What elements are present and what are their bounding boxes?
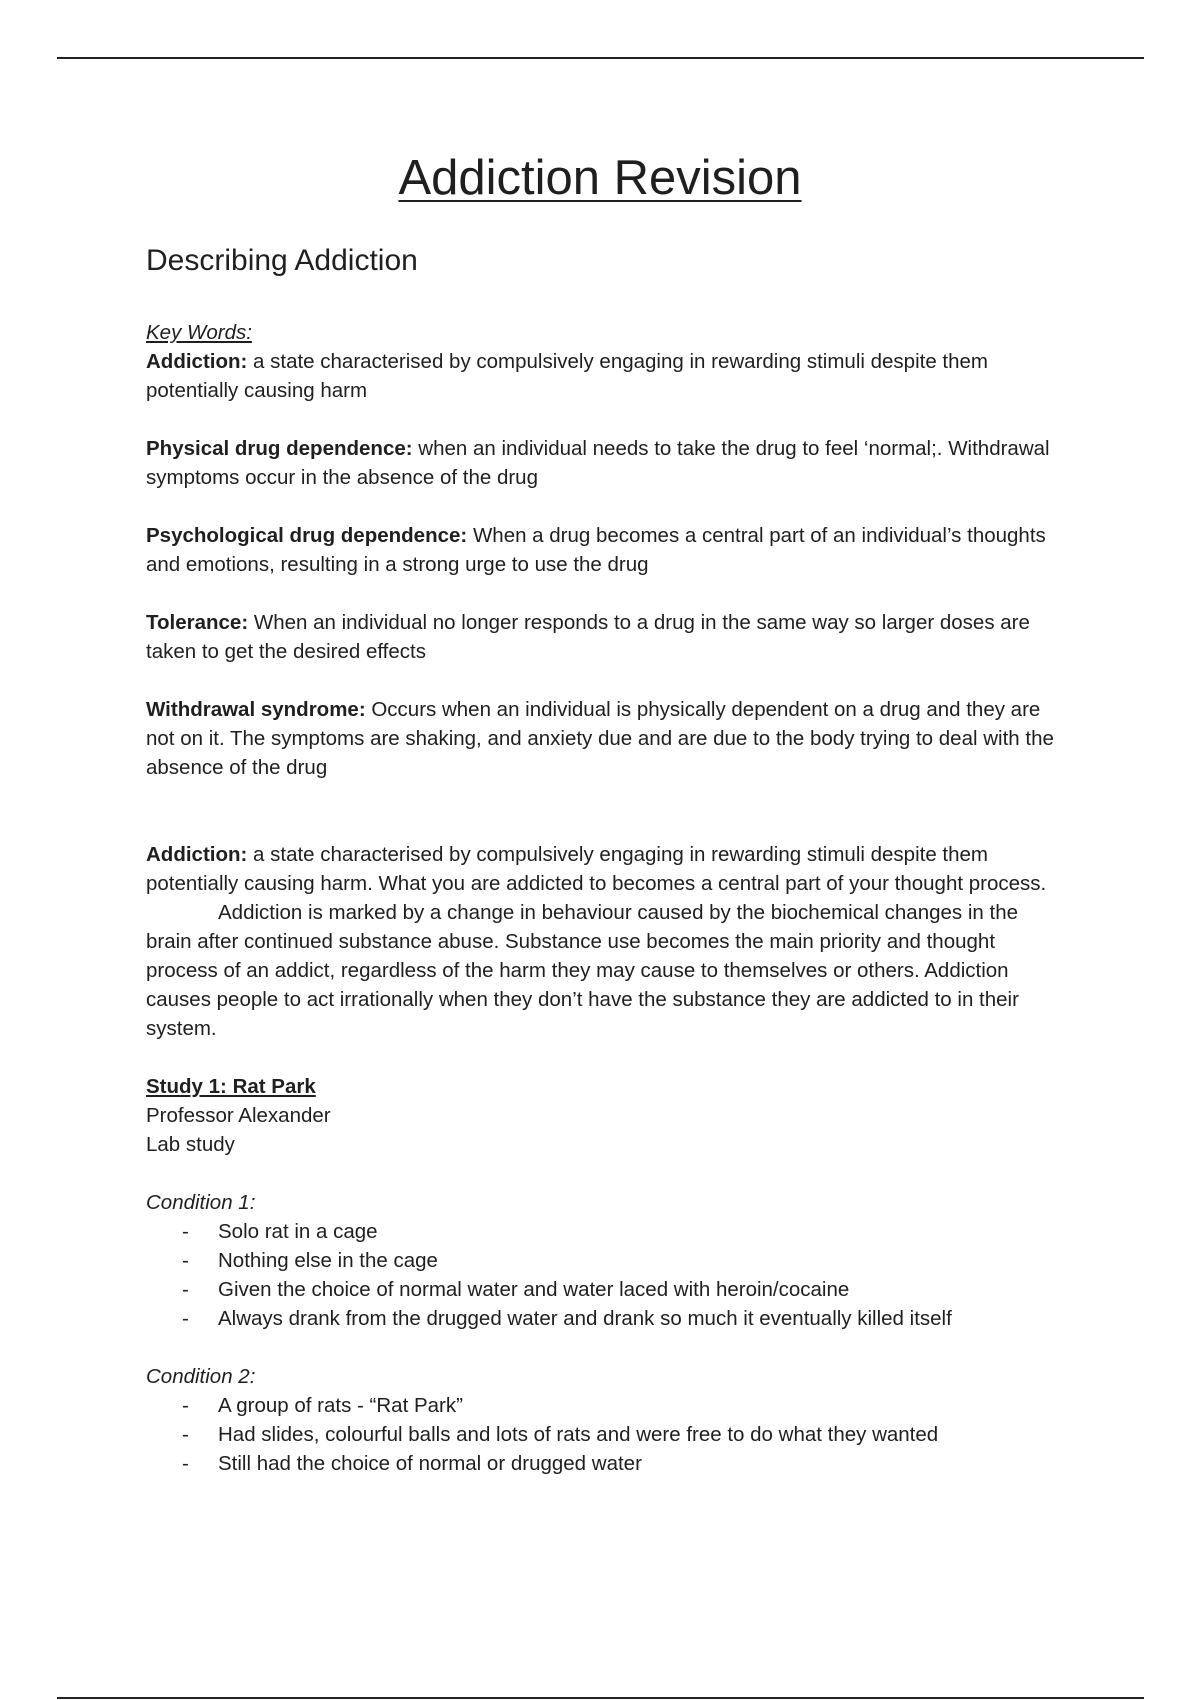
study-method: Lab study: [146, 1133, 235, 1156]
addiction-paragraph: [146, 840, 1066, 1043]
bottom-rule: [57, 1697, 1144, 1699]
list-item-text: Nothing else in the cage: [218, 1249, 438, 1272]
list-item: [146, 1275, 1066, 1304]
key-word-definition: when an individual needs to take the drug to feel ‘normal;. Withdrawal symptoms occur in the absence of the drug: [146, 437, 1050, 489]
list-item: [146, 1246, 1066, 1275]
page-title: Addiction Revision: [398, 151, 802, 205]
spacer: [146, 1043, 1066, 1072]
condition-label: Condition 2:: [146, 1365, 256, 1388]
key-word-term: Physical drug dependence:: [146, 437, 413, 460]
bullet-dash: -: [182, 1278, 189, 1301]
bullet-dash: -: [182, 1394, 189, 1417]
key-word-definition: a state characterised by compulsively engaging in rewarding stimuli despite them potentially causing harm: [146, 350, 989, 402]
study-researcher: Professor Alexander: [146, 1104, 331, 1127]
addiction-definition-text: a state characterised by compulsively engaging in rewarding stimuli despite them potentially causing harm. What you are addicted to becomes a central part of your thought process.: [146, 843, 1047, 895]
bullet-dash: -: [182, 1220, 189, 1243]
key-word-definition: When an individual no longer responds to a drug in the same way so larger doses are taken to get the desired effects: [146, 611, 1030, 663]
list-item-text: Had slides, colourful balls and lots of rats and were free to do what they wanted: [218, 1423, 939, 1446]
top-rule: [57, 57, 1144, 59]
list-item: [146, 1217, 1066, 1246]
addiction-term: Addiction:: [146, 843, 248, 866]
key-word-entry: [146, 521, 1066, 579]
condition-1-list: [146, 1217, 1066, 1333]
study-section: [146, 1072, 1066, 1478]
list-item-text: A group of rats - “Rat Park”: [218, 1394, 463, 1417]
list-item: [146, 1304, 1066, 1333]
key-words-list: [146, 347, 1066, 782]
key-words-label: Key Words:: [146, 321, 252, 344]
list-item-text: Still had the choice of normal or drugged water: [218, 1452, 642, 1475]
bullet-dash: -: [182, 1452, 189, 1475]
key-word-definition: Occurs when an individual is physically dependent on a drug and they are not on it. The symptoms are shaking, and anxiety due and are due to the body trying to deal with the absence of the drug: [146, 698, 1054, 779]
list-item: [146, 1420, 1066, 1449]
condition-label: Condition 1:: [146, 1191, 256, 1214]
list-item-text: Given the choice of normal water and water laced with heroin/cocaine: [218, 1278, 850, 1301]
list-item: [146, 1391, 1066, 1420]
addiction-definition: [146, 840, 1066, 898]
document-body: [146, 241, 1066, 1478]
key-word-term: Withdrawal syndrome:: [146, 698, 366, 721]
key-word-definition: When a drug becomes a central part of an individual’s thoughts and emotions, resulting in a strong urge to use the drug: [146, 524, 1046, 576]
key-word-entry: [146, 347, 1066, 405]
key-word-entry: [146, 608, 1066, 666]
study-title: Study 1: Rat Park: [146, 1075, 316, 1098]
key-word-entry: [146, 695, 1066, 782]
key-word-term: Addiction:: [146, 350, 248, 373]
condition-2-list: [146, 1391, 1066, 1478]
addiction-explanation: Addiction is marked by a change in behaviour caused by the biochemical changes in the brain after continued substance abuse. Substance use becomes the main priority and thought process of an addict, regardless of the harm they may cause to themselves or others. Addiction causes people to act irrationally when they don’t have the substance they are addicted to in their system.: [146, 901, 1019, 1040]
list-item: [146, 1449, 1066, 1478]
key-word-term: Tolerance:: [146, 611, 249, 634]
bullet-dash: -: [182, 1307, 189, 1330]
bullet-dash: -: [182, 1249, 189, 1272]
section-heading: Describing Addiction: [146, 244, 418, 277]
key-word-term: Psychological drug dependence:: [146, 524, 468, 547]
list-item-text: Solo rat in a cage: [218, 1220, 378, 1243]
key-word-entry: [146, 434, 1066, 492]
bullet-dash: -: [182, 1423, 189, 1446]
list-item-text: Always drank from the drugged water and drank so much it eventually killed itself: [218, 1307, 952, 1330]
